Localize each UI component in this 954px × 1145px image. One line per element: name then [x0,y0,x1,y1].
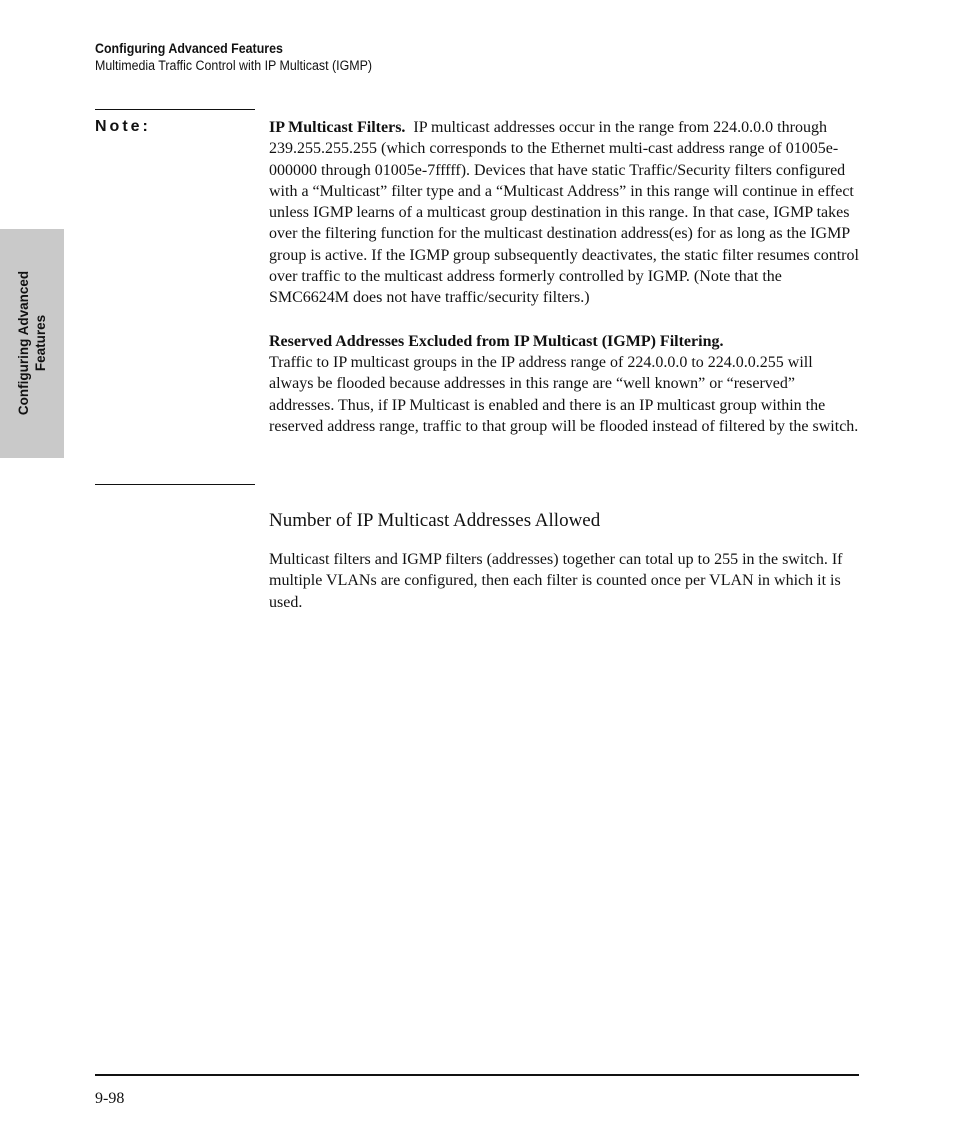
chapter-side-tab [0,229,64,458]
page-number: 9-98 [95,1090,125,1107]
note-label: Note: [95,118,151,135]
note-text-reserved-addresses: Traffic to IP multicast groups in the IP address range of 224.0.0.0 to 224.0.0.255 will always be flooded because addresses in this range are “well known” or “reserved” addresses. Thus, if IP Multicast is enabled and there is an IP multicast group within the reserved address range, traffic to that group will be flooded instead of filtered by the switch. [269,353,859,435]
chapter-side-tab-label [15,271,49,415]
note-body [269,117,861,459]
footer-rule [95,1074,859,1076]
running-header-title: Configuring Advanced Features [95,41,283,56]
note-paragraph-reserved-addresses [269,331,861,437]
note-bottom-rule [95,484,255,485]
note-paragraph-multicast-filters [269,117,861,309]
note-text-multicast-filters: IP multicast addresses occur in the range from 224.0.0.0 through 239.255.255.255 (which corresponds to the Ethernet multi-cast address range of 01005e-000000 through 01005e-7fffff). Devices that have static Traffic/Security filters configured with a “Multicast” filter type and a “Multicast Address” in this range will continue in effect unless IGMP learns of a multicast group destination in this range. In that case, IGMP takes over the filtering function for the multicast destination address(es) for as long as the IGMP group is active. If the IGMP group subsequently deactivates, the static filter resumes control over traffic to the multicast address formerly controlled by IGMP. (Note that the SMC6624M does not have traffic/security filters.) [269,119,859,307]
section-heading: Number of IP Multicast Addresses Allowed [269,510,601,531]
note-lead-multicast-filters: IP Multicast Filters. [269,119,406,136]
side-tab-line-1: Configuring Advanced [16,270,31,416]
side-tab-line-2: Features [33,314,48,372]
note-top-rule [95,109,255,110]
running-header-subtitle: Multimedia Traffic Control with IP Multicast (IGMP) [95,58,373,73]
note-lead-reserved-addresses: Reserved Addresses Excluded from IP Multicast (IGMP) Filtering. [269,332,724,350]
section-body: Multicast filters and IGMP filters (addresses) together can total up to 255 in the switch. If multiple VLANs are configured, then each filter is counted once per VLAN in which it is used. [269,551,843,611]
